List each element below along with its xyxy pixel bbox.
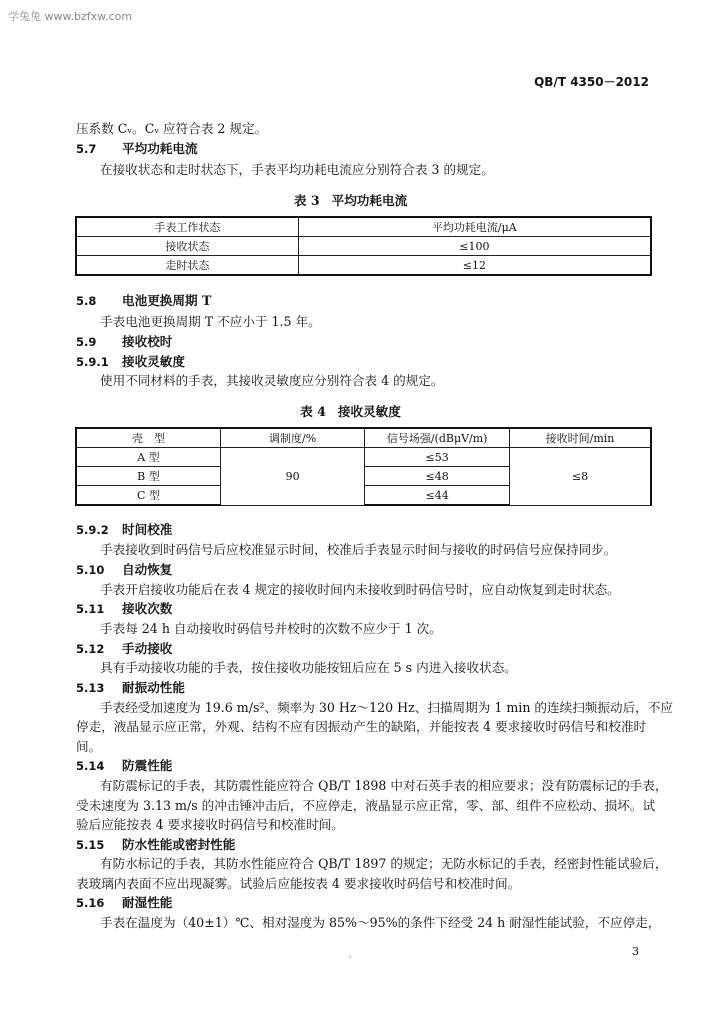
paragraph-line: 使用不同材料的手表，其接收灵敏度应分别符合表 4 的规定。 [100, 373, 444, 388]
section-heading-5-7 [76, 141, 198, 157]
table-caption-title: 平均功耗电流 [331, 193, 408, 208]
section-title: 时间校准 [122, 522, 173, 537]
table-caption-label: 表 3 [293, 193, 320, 208]
table-caption-label: 表 4 [300, 404, 326, 419]
section-heading-5-9-1 [76, 354, 185, 370]
section-title: 耐振动性能 [122, 680, 185, 695]
paragraph-line: 有防震标记的手表，其防震性能应符合 QB/T 1898 中对石英手表的相应要求；没有防震标记的手表， [100, 778, 668, 793]
section-heading-5-9-2 [76, 522, 172, 538]
table3-caption [0, 190, 701, 209]
table-row [76, 256, 651, 276]
paragraph-line: 有防水标记的手表，其防水性能应符合 QB/T 1897 的规定；无防水标记的手表，经密封性能试验后， [100, 856, 668, 871]
section-number: 5.9 [76, 335, 97, 349]
paragraph-line: 压系数 Cᵥ。Cᵥ 应符合表 2 规定。 [76, 121, 268, 136]
paragraph-line: 手表每 24 h 自动接收时码信号并校时的次数不应少于 1 次。 [100, 621, 442, 636]
section-title: 接收校时 [122, 334, 173, 349]
section-title: 防震性能 [122, 758, 173, 773]
table-cell: C 型 [76, 486, 220, 506]
table-header-cell: 壳 型 [76, 428, 220, 448]
section-title: 接收灵敏度 [122, 354, 185, 369]
section-number: 5.12 [76, 642, 105, 656]
section-number: 5.7 [76, 142, 97, 156]
page-number: 3 [632, 945, 639, 958]
section-number: 5.9.1 [76, 355, 109, 369]
section-heading-5-13 [76, 680, 185, 696]
table-header-cell: 手表工作状态 [76, 217, 298, 237]
section-title: 耐湿性能 [122, 895, 173, 910]
table-cell: 接收状态 [76, 237, 298, 256]
section-title: 手动接收 [122, 641, 173, 656]
table-cell: ≤53 [365, 448, 510, 467]
section-heading-5-11 [76, 601, 172, 617]
table-row [76, 448, 651, 467]
table-header-cell: 信号场强/(dBμV/m) [365, 428, 510, 448]
table4 [75, 427, 652, 506]
section-heading-5-12 [76, 641, 172, 657]
table-cell: B 型 [76, 467, 220, 486]
table-header-cell: 平均功耗电流/μA [298, 217, 651, 237]
table-cell: ≤48 [365, 467, 510, 486]
section-heading-5-8 [76, 293, 211, 309]
table-header-cell: 接收时间/min [509, 428, 651, 448]
standard-code: QB/T 4350－2012 [534, 75, 649, 89]
paragraph-line: 受未速度为 3.13 m/s 的冲击锤冲击后，不应停走，液晶显示应正常，零、部、组件不应松动、损坏。试 [76, 798, 656, 813]
paragraph-line: 在接收状态和走时状态下，手表平均功耗电流应分别符合表 3 的规定。 [100, 162, 494, 177]
section-number: 5.8 [76, 294, 97, 308]
section-heading-5-16 [76, 895, 172, 911]
section-title: 防水性能或密封性能 [122, 837, 236, 852]
section-title: 自动恢复 [122, 562, 173, 577]
table-cell: ≤44 [365, 486, 510, 506]
section-number: 5.16 [76, 896, 105, 910]
table-cell: A 型 [76, 448, 220, 467]
paragraph-line: 手表电池更换周期 T 不应小于 1.5 年。 [100, 314, 321, 329]
section-number: 5.9.2 [76, 523, 109, 537]
section-number: 5.15 [76, 838, 105, 852]
footer-mark: · [349, 953, 352, 962]
paragraph-line: 停走，液晶显示应正常，外观、结构不应有因振动产生的缺陷，并能按表 4 要求接收时码信号和校准时 [76, 719, 647, 734]
section-heading-5-10 [76, 562, 172, 578]
table-row [76, 237, 651, 256]
section-title: 接收次数 [122, 601, 173, 616]
paragraph-line: 手表在温度为（40±1）℃、相对湿度为 85%～95%的条件下经受 24 h 耐湿性能试验，不应停走， [100, 915, 661, 930]
table-header-cell: 调制度/% [220, 428, 364, 448]
paragraph-line: 间。 [76, 739, 102, 754]
paragraph-line: 手表接收到时码信号后应校准显示时间，校准后手表显示时间与接收的时码信号应保持同步。 [100, 542, 617, 557]
table-cell-receive-time: ≤8 [509, 448, 651, 506]
paragraph-line: 手表经受加速度为 19.6 m/s²、频率为 30 Hz～120 Hz、扫描周期为 1 min 的连续扫频振动后，不应 [100, 700, 673, 715]
table-caption-title: 接收灵敏度 [337, 404, 401, 419]
section-title: 电池更换周期 T [122, 293, 212, 308]
paragraph-line: 验后应能按表 4 要求接收时码信号和校准时间。 [76, 817, 344, 832]
section-heading-5-14 [76, 758, 172, 774]
section-heading-5-9 [76, 334, 172, 350]
paragraph-line: 表玻璃内表面不应出现凝雾。试验后应能按表 4 要求接收时码信号和校准时间。 [76, 876, 521, 891]
table-cell: ≤100 [298, 237, 651, 256]
table-cell: ≤12 [298, 256, 651, 276]
table3 [75, 216, 652, 276]
watermark: 学兔兔 www.bzfxw.com [8, 10, 133, 23]
section-title: 平均功耗电流 [122, 141, 198, 156]
section-number: 5.13 [76, 681, 105, 695]
table4-caption [0, 401, 701, 420]
paragraph-line: 具有手动接收功能的手表，按住接收功能按钮后应在 5 s 内进入接收状态。 [100, 660, 517, 675]
section-number: 5.14 [76, 759, 105, 773]
table-cell: 走时状态 [76, 256, 298, 276]
table-cell-modulation: 90 [220, 448, 364, 506]
section-heading-5-15 [76, 837, 235, 853]
section-number: 5.11 [76, 602, 105, 616]
paragraph-line: 手表开启接收功能后在表 4 规定的接收时间内未接收到时码信号时，应自动恢复到走时状态。 [100, 582, 620, 597]
section-number: 5.10 [76, 563, 105, 577]
